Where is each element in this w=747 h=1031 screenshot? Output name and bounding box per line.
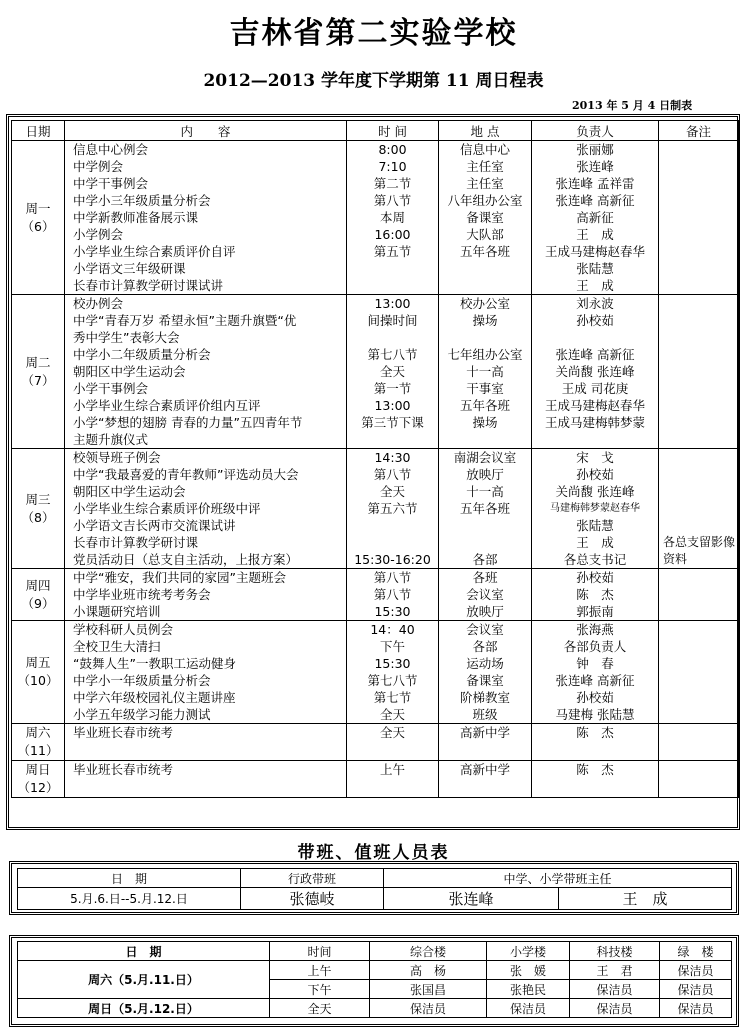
- schedule-content-line: 小学五年级学习能力测试: [73, 707, 211, 722]
- weekend-cell: 保洁员: [570, 999, 660, 1018]
- schedule-content-line: 小学毕业生综合素质评价组内互评: [73, 398, 261, 413]
- weekend-cell: 高 杨: [370, 961, 487, 980]
- note-spacer: [659, 500, 738, 517]
- col-header-place: 地 点: [439, 121, 532, 141]
- duty-header-date: 日 期: [18, 869, 241, 888]
- time-cell: [347, 569, 439, 621]
- day-label: 周四: [25, 577, 51, 593]
- schedule-place-line: 五年各班: [459, 501, 510, 516]
- day-number: （9）: [21, 595, 55, 611]
- day-label: 周二: [25, 354, 51, 370]
- person-cell: [532, 724, 659, 761]
- schedule-content-line: 小学语文吉长两市交流课试讲: [73, 518, 236, 533]
- day-number: （7）: [21, 372, 55, 388]
- schedule-time-line: [347, 517, 438, 534]
- schedule-place-line: 十一高: [466, 364, 504, 379]
- weekend-header-row: [18, 942, 732, 961]
- schedule-day-row: [12, 141, 739, 295]
- schedule-place-line: 高新中学: [459, 762, 510, 777]
- schedule-place-line: 阶梯教室: [459, 690, 510, 705]
- schedule-place-line: 操场: [472, 313, 498, 328]
- schedule-place-line: 信息中心: [459, 142, 510, 157]
- duty-table-title: 带班、值班人员表: [297, 843, 450, 863]
- schedule-time-line: 第八节: [373, 587, 412, 602]
- schedule-person-line: 马建梅韩梦蒙赵春华: [550, 503, 640, 514]
- schedule-person-line: 关尚馥 张连峰: [555, 484, 635, 499]
- schedule-place-line: 高新中学: [459, 725, 510, 740]
- col-header-date: 日期: [12, 121, 65, 141]
- duty-table: [17, 868, 732, 910]
- content-cell: [65, 761, 347, 798]
- schedule-time-line: 下午: [379, 639, 405, 654]
- schedule-content-line: 中学小三年级质量分析会: [73, 193, 211, 208]
- schedule-place-line: 操场: [472, 415, 498, 430]
- schedule-time-line: [347, 260, 438, 277]
- time-cell: [347, 761, 439, 798]
- time-cell: [347, 621, 439, 724]
- schedule-person-line: 陈 杰: [576, 762, 614, 777]
- place-cell: [439, 295, 532, 449]
- schedule-person-line: 孙校茹: [576, 690, 614, 705]
- schedule-day-row: [12, 295, 739, 449]
- schedule-place-line: 十一高: [466, 484, 504, 499]
- weekend-header-time: 时间: [270, 942, 370, 961]
- schedule-place-line: 放映厅: [466, 467, 504, 482]
- col-header-person: 负责人: [532, 121, 659, 141]
- place-cell: [439, 761, 532, 798]
- weekend-sun-label: 周日（5.月.12.日）: [18, 999, 270, 1018]
- schedule-place-line: 南湖会议室: [453, 450, 517, 465]
- schedule-place-line: 各班: [472, 570, 498, 585]
- weekend-cell: 保洁员: [660, 980, 732, 999]
- schedule-person-line: 王 成: [576, 278, 614, 293]
- schedule-person-line: 王 成: [576, 227, 614, 242]
- schedule-place-line: [439, 277, 531, 294]
- time-cell: [347, 449, 439, 569]
- person-cell: [532, 569, 659, 621]
- duty-header-row: [18, 869, 732, 888]
- note-cell: [659, 724, 739, 761]
- schedule-content-line: 小学“梦想的翅膀 青春的力量”五四青年节: [73, 415, 303, 430]
- schedule-content-line: 中学新教师准备展示课: [73, 210, 199, 225]
- schedule-content-line: 中学“雅安，我们共同的家园”主题班会: [73, 570, 286, 585]
- schedule-day-row: [12, 724, 739, 761]
- weekend-header-building-1: 综合楼: [370, 942, 487, 961]
- day-label: 周日: [25, 762, 51, 777]
- weekend-duty-table: [17, 941, 732, 1018]
- weekend-header-date: 日 期: [18, 942, 270, 961]
- schedule-content-line: 中学毕业班市统考考务会: [73, 587, 211, 602]
- weekend-cell: 张艳民: [487, 980, 570, 999]
- duty-header-teacher: 中学、小学带班主任: [384, 869, 732, 888]
- schedule-time-line: 全天: [379, 707, 405, 722]
- day-number: （8）: [21, 509, 55, 525]
- schedule-person-line: 刘永波: [576, 296, 614, 311]
- person-cell: [532, 621, 659, 724]
- person-cell: [532, 449, 659, 569]
- schedule-content-line: 长春市计算教学研讨课: [73, 535, 199, 550]
- schedule-content-line: [65, 741, 346, 758]
- schedule-time-line: 全天: [379, 484, 405, 499]
- weekend-row: [18, 999, 732, 1018]
- weekend-cell: 保洁员: [487, 999, 570, 1018]
- day-cell: [12, 295, 65, 449]
- schedule-content-line: [65, 778, 346, 795]
- content-cell: [65, 621, 347, 724]
- schedule-content-line: 中学干事例会: [73, 176, 149, 191]
- schedule-subtitle: 2012—2013 学年度下学期第 11 周日程表: [203, 71, 544, 91]
- schedule-content-line: 长春市计算教学研讨课试讲: [73, 278, 224, 293]
- schedule-person-line: 宋 戈: [576, 450, 614, 465]
- schedule-time-line: 第七八节: [367, 673, 418, 688]
- schedule-content-line: 中学六年级校园礼仪主题讲座: [73, 690, 236, 705]
- day-label: 周一: [25, 200, 51, 216]
- schedule-content-line: 毕业班长春市统考: [73, 762, 174, 777]
- col-header-time: 时 间: [347, 121, 439, 141]
- duty-primary: 王 成: [559, 888, 732, 910]
- schedule-day-row: [12, 621, 739, 724]
- schedule-person-line: 王成马建梅韩梦蒙: [544, 415, 645, 430]
- schedule-time-line: 15:30: [374, 656, 411, 671]
- note-cell: [659, 141, 739, 295]
- weekly-schedule-table: [11, 120, 739, 798]
- day-number: （11）: [17, 743, 59, 758]
- schedule-time-line: 本周: [379, 210, 405, 225]
- schedule-place-line: 五年各班: [459, 398, 510, 413]
- schedule-day-row: [12, 761, 739, 798]
- day-number: （10）: [17, 673, 59, 688]
- schedule-time-line: 第八节: [373, 467, 412, 482]
- schedule-content-line: 校办例会: [73, 296, 124, 311]
- schedule-person-line: [532, 431, 658, 448]
- schedule-content-line: 中学例会: [73, 159, 124, 174]
- schedule-content-line: 中学小一年级质量分析会: [73, 673, 211, 688]
- schedule-time-line: 间操时间: [367, 313, 418, 328]
- schedule-time-line: 全天: [379, 725, 405, 740]
- schedule-place-line: 各部: [472, 639, 498, 654]
- schedule-content-line: 小学干事例会: [73, 381, 149, 396]
- schedule-time-line: 13:00: [374, 296, 411, 311]
- schedule-place-line: 七年组办公室: [447, 347, 523, 362]
- schedule-person-line: 王成马建梅赵春华: [544, 398, 645, 413]
- note-cell: [659, 295, 739, 449]
- content-cell: [65, 295, 347, 449]
- schedule-content-line: 小学例会: [73, 227, 124, 242]
- schedule-content-line: 信息中心例会: [73, 142, 149, 157]
- place-cell: [439, 141, 532, 295]
- weekend-cell: 张国昌: [370, 980, 487, 999]
- schedule-person-line: 张连峰 高新征: [555, 347, 635, 362]
- schedule-person-line: [532, 741, 658, 758]
- weekend-cell: 保洁员: [570, 980, 660, 999]
- day-cell: [12, 449, 65, 569]
- schedule-place-line: 运动场: [466, 656, 504, 671]
- schedule-person-line: 马建梅 张陆慧: [555, 707, 635, 722]
- place-cell: [439, 449, 532, 569]
- schedule-person-line: 高新征: [576, 210, 614, 225]
- schedule-content-line: 学校科研人员例会: [73, 622, 174, 637]
- schedule-person-line: 王成 司花庚: [561, 381, 629, 396]
- day-label: 周五: [25, 655, 51, 670]
- place-cell: [439, 724, 532, 761]
- schedule-time-line: 16:00: [374, 227, 411, 242]
- place-cell: [439, 569, 532, 621]
- schedule-time-line: 第五节: [373, 244, 412, 259]
- duty-header-admin: 行政带班: [241, 869, 384, 888]
- weekend-cell: 下午: [270, 980, 370, 999]
- schedule-content-line: 朝阳区中学生运动会: [73, 484, 186, 499]
- schedule-time-line: 第五六节: [367, 501, 418, 516]
- content-cell: [65, 449, 347, 569]
- schedule-place-line: [439, 260, 531, 277]
- schedule-time-line: [347, 534, 438, 551]
- content-cell: [65, 569, 347, 621]
- schedule-content-line: 小学语文三年级研课: [73, 261, 186, 276]
- col-header-note: 备注: [659, 121, 739, 141]
- schedule-person-line: 郭振南: [576, 604, 614, 619]
- schedule-time-line: 8:00: [378, 142, 407, 157]
- schedule-place-line: 会议室: [466, 622, 504, 637]
- person-cell: [532, 141, 659, 295]
- schedule-content-line: 中学“青春万岁 希望永恒”主题升旗暨“优: [73, 313, 297, 328]
- duty-value-row: [18, 888, 732, 910]
- schedule-place-line: 各部: [472, 552, 498, 567]
- schedule-person-line: 王 成: [576, 535, 614, 550]
- schedule-header-row: [12, 121, 739, 141]
- duty-admin: 张德岐: [241, 888, 384, 910]
- time-cell: [347, 141, 439, 295]
- schedule-person-line: 陈 杰: [576, 587, 614, 602]
- schedule-time-line: 第八节: [373, 193, 412, 208]
- schedule-time-line: 7:10: [378, 159, 407, 174]
- schedule-time-line: [347, 741, 438, 758]
- schedule-place-line: [439, 431, 531, 448]
- schedule-content-line: 中学小二年级质量分析会: [73, 347, 211, 362]
- day-label: 周六: [25, 725, 51, 740]
- schedule-time-line: [347, 329, 438, 346]
- schedule-day-row: [12, 569, 739, 621]
- note-spacer: [659, 466, 738, 483]
- schedule-person-line: 张丽娜: [576, 142, 614, 157]
- schedule-person-line: 张连峰: [576, 159, 614, 174]
- schedule-person-line: 钟 春: [576, 656, 614, 671]
- day-number: （6）: [21, 218, 55, 234]
- duty-date: 5.月.6.日--5.月.12.日: [18, 888, 241, 910]
- schedule-person-line: 陈 杰: [576, 725, 614, 740]
- schedule-time-line: 第二节: [373, 176, 412, 191]
- schedule-time-line: 第八节: [373, 570, 412, 585]
- schedule-place-line: 主任室: [466, 176, 504, 191]
- schedule-content-line: 小学毕业生综合素质评价自评: [73, 244, 236, 259]
- schedule-place-line: 备课室: [466, 210, 504, 225]
- note-cell: [659, 621, 739, 724]
- note-cell: [659, 569, 739, 621]
- schedule-content-line: 全校卫生大清扫: [73, 639, 161, 654]
- schedule-place-line: 班级: [472, 707, 498, 722]
- schedule-person-line: 孙校茹: [576, 570, 614, 585]
- schedule-content-line: 毕业班长春市统考: [73, 725, 174, 740]
- schedule-time-line: 第七节: [373, 690, 412, 705]
- weekend-cell: 保洁员: [660, 961, 732, 980]
- duty-middle: 张连峰: [384, 888, 559, 910]
- day-cell: [12, 569, 65, 621]
- schedule-place-line: [439, 534, 531, 551]
- schedule-content-line: 小课题研究培训: [73, 604, 161, 619]
- schedule-place-line: 备课室: [466, 673, 504, 688]
- schedule-content-line: “鼓舞人生”一教职工运动健身: [73, 656, 236, 671]
- schedule-content-line: 主题升旗仪式: [73, 432, 149, 447]
- weekend-cell: 上午: [270, 961, 370, 980]
- schedule-place-line: 五年各班: [459, 244, 510, 259]
- weekend-cell: 保洁员: [370, 999, 487, 1018]
- schedule-person-line: 张陆慧: [576, 261, 614, 276]
- schedule-place-line: 干事室: [466, 381, 504, 396]
- weekend-cell: 张 媛: [487, 961, 570, 980]
- day-cell: [12, 761, 65, 798]
- schedule-person-line: [532, 778, 658, 795]
- day-number: （12）: [17, 780, 59, 795]
- schedule-time-line: 13:00: [374, 398, 411, 413]
- time-cell: [347, 724, 439, 761]
- weekend-cell: 王 君: [570, 961, 660, 980]
- schedule-note: 各总支留影像资料: [663, 535, 736, 566]
- time-cell: [347, 295, 439, 449]
- schedule-time-line: 全天: [379, 364, 405, 379]
- schedule-person-line: 各部负责人: [563, 639, 627, 654]
- schedule-person-line: 张陆慧: [576, 518, 614, 533]
- schedule-time-line: 第三节下课: [361, 415, 424, 430]
- schedule-person-line: 张海燕: [576, 622, 614, 637]
- person-cell: [532, 295, 659, 449]
- weekend-sat-label: 周六（5.月.11.日）: [18, 961, 270, 999]
- schedule-content-line: 校领导班子例会: [73, 450, 161, 465]
- schedule-place-line: [439, 741, 531, 758]
- schedule-person-line: 张连峰 高新征: [555, 673, 635, 688]
- schedule-content-line: 秀中学生”表彰大会: [73, 330, 180, 345]
- note-cell: [659, 761, 739, 798]
- schedule-place-line: 会议室: [466, 587, 504, 602]
- place-cell: [439, 621, 532, 724]
- schedule-place-line: [439, 329, 531, 346]
- day-cell: [12, 724, 65, 761]
- day-label: 周三: [25, 491, 51, 507]
- schedule-person-line: 孙校茹: [576, 467, 614, 482]
- schedule-time-line: 上午: [379, 762, 405, 777]
- note-spacer: [659, 449, 738, 466]
- schedule-time-line: 15:30: [374, 604, 411, 619]
- schedule-person-line: 张连峰 孟祥雷: [555, 176, 635, 191]
- weekend-cell: 保洁员: [660, 999, 732, 1018]
- schedule-place-line: [439, 517, 531, 534]
- schedule-time-line: 第一节: [373, 381, 412, 396]
- schedule-place-line: 放映厅: [466, 604, 504, 619]
- schedule-time-line: 14：40: [370, 622, 415, 637]
- schedule-content-line: 中学“我最喜爱的青年教师”评选动员大会: [73, 467, 299, 482]
- schedule-person-line: [532, 329, 658, 346]
- schedule-place-line: [439, 778, 531, 795]
- schedule-person-line: 张连峰 高新征: [555, 193, 635, 208]
- schedule-person-line: 王成马建梅赵春华: [544, 244, 645, 259]
- weekend-cell: 全天: [270, 999, 370, 1018]
- schedule-time-line: [347, 277, 438, 294]
- note-spacer: [659, 517, 738, 534]
- schedule-content-line: 小学毕业生综合素质评价班级中评: [73, 501, 261, 516]
- content-cell: [65, 724, 347, 761]
- schedule-place-line: 大队部: [466, 227, 504, 242]
- weekend-row: [18, 961, 732, 980]
- schedule-day-row: [12, 449, 739, 569]
- weekend-header-building-2: 小学楼: [487, 942, 570, 961]
- schedule-person-line: 关尚馥 张连峰: [555, 364, 635, 379]
- note-spacer: [659, 483, 738, 500]
- day-cell: [12, 141, 65, 295]
- weekend-header-building-4: 绿 楼: [660, 942, 732, 961]
- col-header-content: 内 容: [65, 121, 347, 141]
- day-cell: [12, 621, 65, 724]
- schedule-time-line: [347, 431, 438, 448]
- schedule-place-line: 八年组办公室: [447, 193, 523, 208]
- weekend-header-building-3: 科技楼: [570, 942, 660, 961]
- schedule-person-line: 各总支书记: [563, 552, 627, 567]
- schedule-person-line: 孙校茹: [576, 313, 614, 328]
- made-date: 2013 年 5 月 4 日制表: [572, 99, 693, 112]
- content-cell: [65, 141, 347, 295]
- schedule-time-line: 15:30-16:20: [354, 552, 431, 567]
- schedule-content-line: 朝阳区中学生运动会: [73, 364, 186, 379]
- school-title: 吉林省第二实验学校: [229, 16, 518, 51]
- schedule-place-line: 主任室: [466, 159, 504, 174]
- schedule-time-line: 第七八节: [367, 347, 418, 362]
- schedule-time-line: [347, 778, 438, 795]
- schedule-place-line: 校办公室: [459, 296, 510, 311]
- schedule-time-line: 14:30: [374, 450, 411, 465]
- person-cell: [532, 761, 659, 798]
- note-cell: [659, 449, 739, 569]
- schedule-content-line: 党员活动日（总支自主活动，上报方案）: [73, 552, 299, 567]
